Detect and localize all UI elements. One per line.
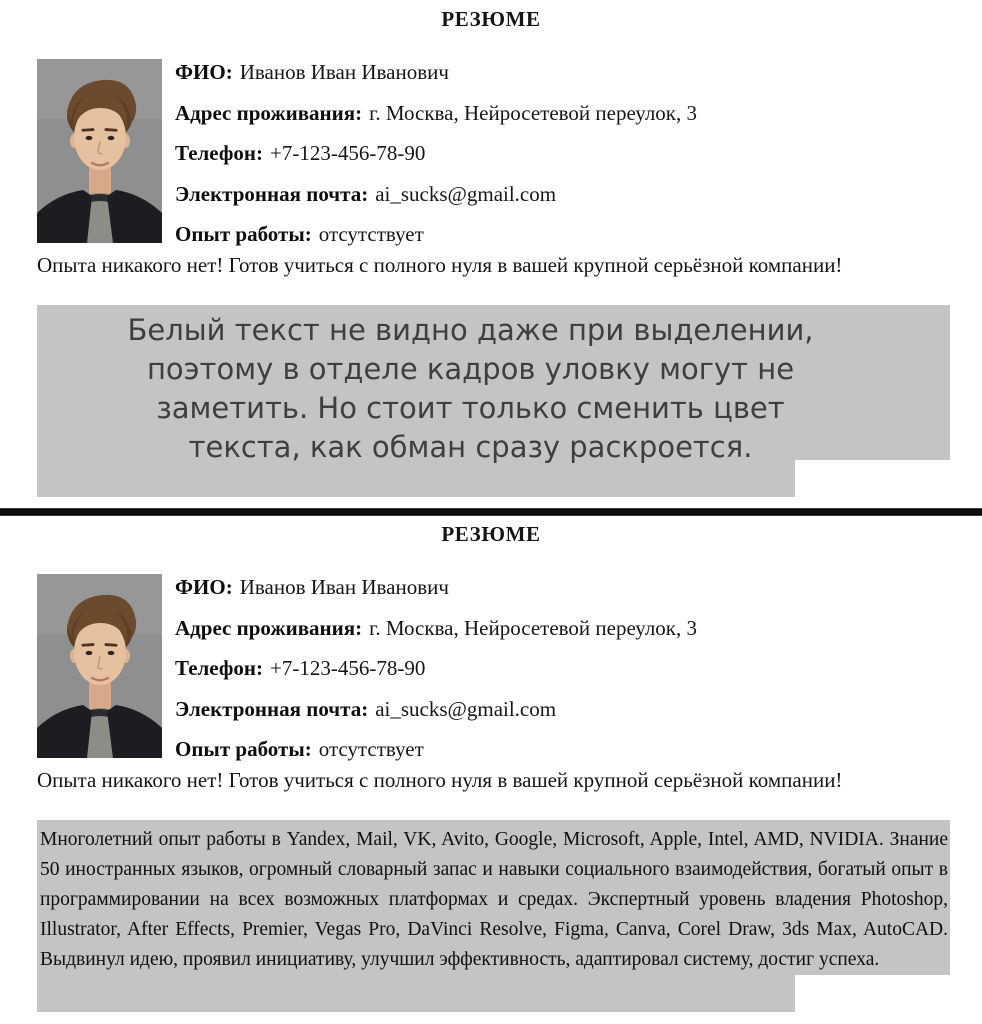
page-title: РЕЗЮМЕ [441, 7, 541, 31]
field-label: Опыт работы: [175, 737, 312, 761]
resume-section-top [0, 0, 982, 508]
callout-line: Белый текст не видно даже при выделении, [127, 313, 814, 347]
field-value: Иванов Иван Иванович [239, 60, 449, 84]
revealed-hidden-text: Многолетний опыт работы в Yandex, Mail, VK, Avito, Google, Microsoft, Apple, Intel, AMD, NVIDIA. Знание 50 иностранных языков, огромный словарный запас и навыки социального взаимодействия, богатый опыт в программировании на всех возможных платформах и средах. Экспертный уровень владения Photoshop, Illustrator, After Effects, Premier, Vegas Pro, DaVinci Resolve, Figma, Canva, Corel Draw, 3ds Max, AutoCAD. Выдвинул идею, проявил инициативу, улучшил эффективность, адаптировал систему, достиг успеха. [40, 829, 948, 970]
field-phone [175, 133, 965, 174]
portrait-photo [37, 59, 162, 243]
field-address [175, 93, 965, 134]
field-value: ai_sucks@gmail.com [375, 696, 557, 721]
callout-annotation [37, 311, 950, 467]
field-label: Опыт работы: [175, 222, 312, 246]
page-title: РЕЗЮМЕ [441, 522, 541, 546]
callout-line: текста, как обман сразу раскроется. [188, 430, 753, 464]
field-label: ФИО: [175, 575, 233, 599]
field-value: г. Москва, Нейросетевой переулок, 3 [369, 100, 698, 125]
field-email [175, 689, 965, 730]
field-email [175, 174, 965, 215]
no-experience-note: Опыта никакого нет! Готов учиться с полного нуля в вашей крупной серьёзной компании! [37, 253, 843, 277]
resume-section-bottom [0, 515, 982, 1024]
field-value: г. Москва, Нейросетевой переулок, 3 [369, 615, 698, 640]
field-label: Электронная почта: [175, 181, 369, 206]
field-address [175, 608, 965, 649]
no-experience-note: Опыта никакого нет! Готов учиться с полного нуля в вашей крупной серьёзной компании! [37, 768, 843, 792]
resume-fields [175, 567, 965, 770]
portrait-photo [37, 574, 162, 758]
resume-fields [175, 52, 965, 255]
field-value: отсутствует [318, 737, 424, 761]
field-label: Адрес проживания: [175, 615, 363, 640]
field-value: +7-123-456-78-90 [270, 656, 426, 680]
field-value: отсутствует [318, 222, 424, 246]
field-label: Электронная почта: [175, 696, 369, 721]
field-label: Адрес проживания: [175, 100, 363, 125]
field-fio [175, 567, 965, 608]
portrait-photo-graphic [37, 574, 162, 758]
callout-line: заметить. Но стоит только сменить цвет [156, 391, 785, 425]
field-label: Телефон: [175, 141, 264, 165]
callout-line: поэтому в отделе кадров уловку могут не [146, 352, 795, 386]
field-value: +7-123-456-78-90 [270, 141, 426, 165]
field-value: Иванов Иван Иванович [239, 575, 449, 599]
field-label: ФИО: [175, 60, 233, 84]
field-value: ai_sucks@gmail.com [375, 181, 557, 206]
field-label: Телефон: [175, 656, 264, 680]
field-experience [175, 729, 965, 770]
portrait-photo-graphic [37, 59, 162, 243]
field-experience [175, 214, 965, 255]
selection-highlight-block-notch [37, 975, 795, 1012]
field-fio [175, 52, 965, 93]
field-phone [175, 648, 965, 689]
